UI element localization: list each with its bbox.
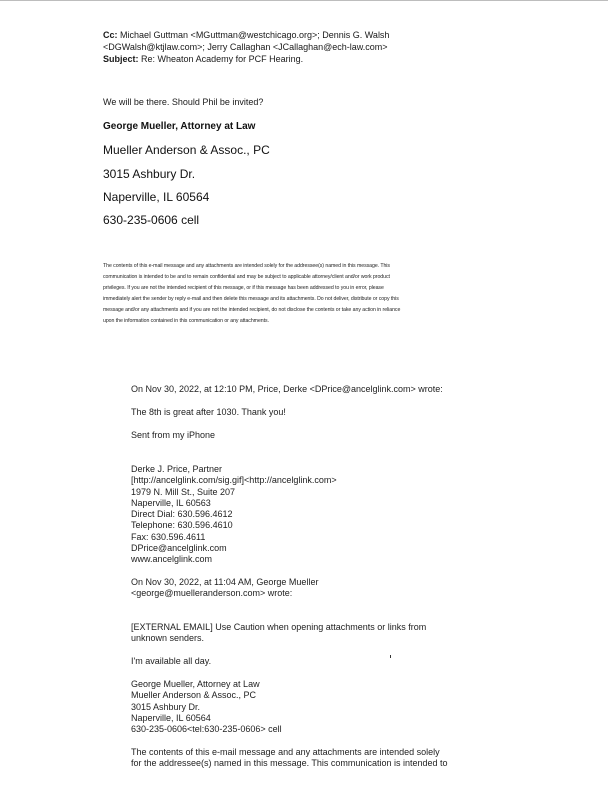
cc-recipients-2: <DGWalsh@ktjlaw.com>; Jerry Callaghan <JCallaghan@ech-law.com> bbox=[103, 42, 388, 52]
external-email-warning-cont: unknown senders. bbox=[131, 633, 205, 643]
cc-recipients-1: Michael Guttman <MGuttman@westchicago.org>; Dennis G. Walsh bbox=[120, 30, 390, 40]
subject-label: Subject: bbox=[103, 54, 139, 64]
price-signature-website: www.ancelglink.com bbox=[131, 554, 213, 564]
price-signature-phone: Telephone: 630.596.4610 bbox=[131, 520, 233, 530]
signature-street: 3015 Ashbury Dr. bbox=[103, 167, 196, 181]
cc-line-1 bbox=[103, 31, 389, 40]
mueller-signature-street: 3015 Ashbury Dr. bbox=[131, 702, 201, 712]
price-signature-direct: Direct Dial: 630.596.4612 bbox=[131, 509, 233, 519]
mueller-signature-firm: Mueller Anderson & Assoc., PC bbox=[131, 690, 257, 700]
quoted-line: Sent from my iPhone bbox=[131, 430, 216, 440]
disclaimer-line: communication is intended to be and to remain confidential and may be subject to applicable attorney/client and/or work product bbox=[103, 274, 390, 280]
reply-text: We will be there. Should Phil be invited? bbox=[103, 97, 264, 107]
signature-firm: Mueller Anderson & Assoc., PC bbox=[103, 143, 270, 157]
mueller-signature-city: Naperville, IL 60564 bbox=[131, 713, 211, 723]
cc-label: Cc: bbox=[103, 30, 118, 40]
scan-speck bbox=[390, 655, 391, 658]
subject-line bbox=[103, 55, 303, 64]
quoted-line: I'm available all day. bbox=[131, 656, 212, 666]
quoted-line: The 8th is great after 1030. Thank you! bbox=[131, 407, 286, 417]
signature-name: George Mueller, Attorney at Law bbox=[103, 121, 256, 132]
mueller-signature-name: George Mueller, Attorney at Law bbox=[131, 679, 260, 689]
external-email-warning: [EXTERNAL EMAIL] Use Caution when opening attachments or links from bbox=[131, 622, 427, 632]
disclaimer-line: upon the information contained in this communication or any attachments. bbox=[103, 318, 269, 324]
disclaimer-line: The contents of this e-mail message and any attachments are intended solely for the addressee(s) named in this message. This bbox=[103, 263, 390, 269]
disclaimer-line: privileges. If you are not the intended recipient of this message, or if this message has been addressed to you in error, please bbox=[103, 285, 384, 291]
price-signature-street: 1979 N. Mill St., Suite 207 bbox=[131, 487, 236, 497]
quoted-header-mueller: On Nov 30, 2022, at 11:04 AM, George Mueller bbox=[131, 577, 319, 587]
quoted-header-mueller-email: <george@muelleranderson.com> wrote: bbox=[131, 588, 293, 598]
price-signature-logo-link: [http://ancelglink.com/sig.gif]<http://ancelglink.com> bbox=[131, 475, 337, 485]
signature-phone: 630-235-0606 cell bbox=[103, 213, 200, 227]
price-signature-email: DPrice@ancelglink.com bbox=[131, 543, 227, 553]
price-signature-city: Naperville, IL 60563 bbox=[131, 498, 211, 508]
signature-city: Naperville, IL 60564 bbox=[103, 190, 210, 204]
quoted-disclaimer-line: The contents of this e-mail message and any attachments are intended solely bbox=[131, 747, 440, 757]
disclaimer-line: message and/or any attachments and if you are not the intended recipient, do not disclose the contents or take any action in reliance bbox=[103, 307, 401, 313]
page-top-edge bbox=[0, 0, 608, 1]
price-signature-name: Derke J. Price, Partner bbox=[131, 464, 223, 474]
disclaimer-line: immediately alert the sender by reply e-mail and then delete this message and its attachments. Do not deliver, distribute or copy this bbox=[103, 296, 399, 302]
quoted-header-price: On Nov 30, 2022, at 12:10 PM, Price, Derke <DPrice@ancelglink.com> wrote: bbox=[131, 384, 443, 394]
price-signature-fax: Fax: 630.596.4611 bbox=[131, 532, 206, 542]
quoted-disclaimer-line: for the addressee(s) named in this message. This communication is intended to bbox=[131, 758, 448, 768]
mueller-signature-phone: 630-235-0606<tel:630-235-0606> cell bbox=[131, 724, 282, 734]
subject-text: Re: Wheaton Academy for PCF Hearing. bbox=[141, 54, 304, 64]
